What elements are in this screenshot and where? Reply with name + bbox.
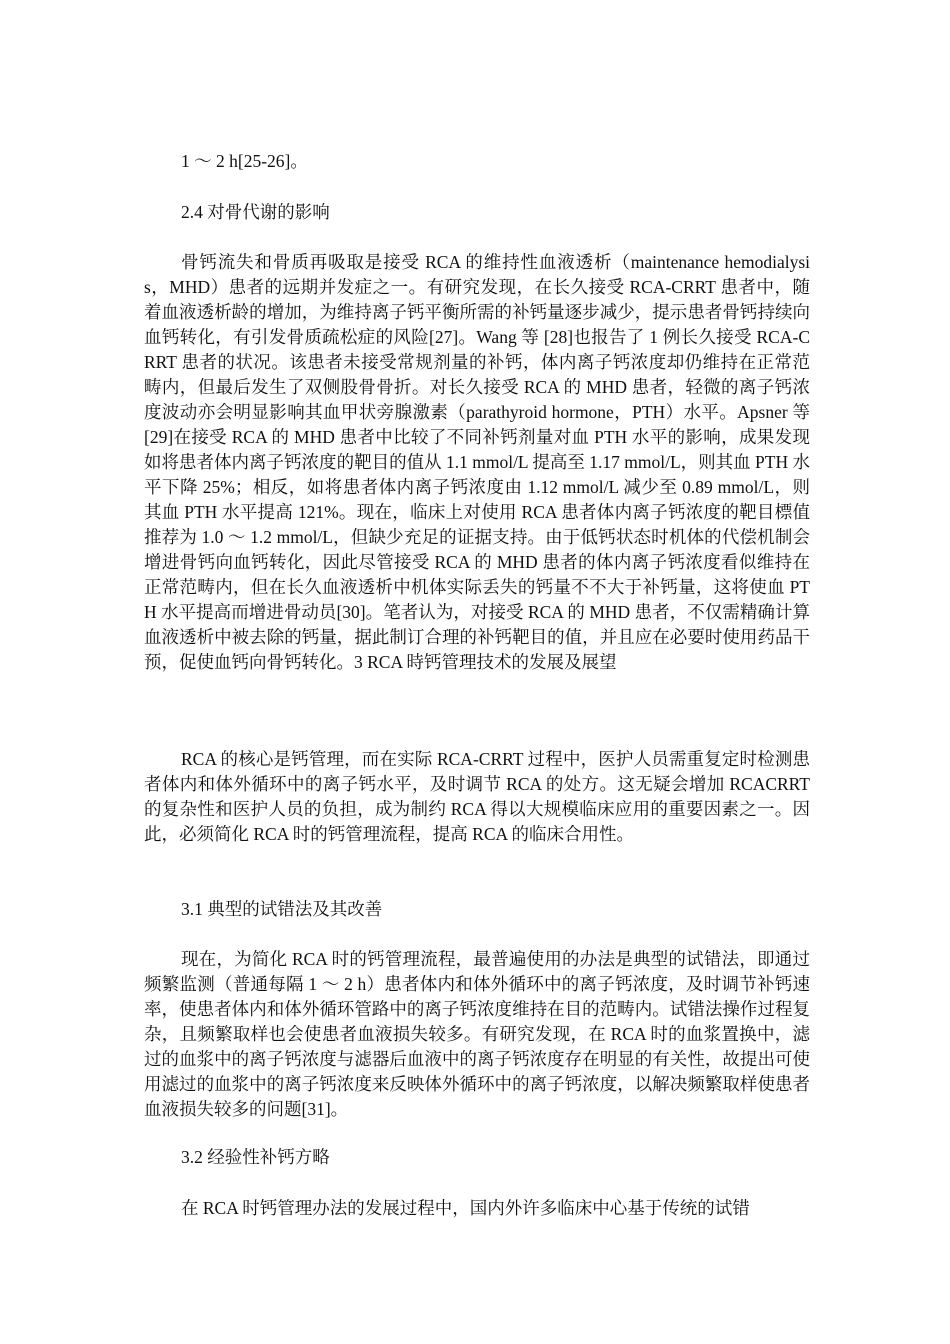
section-heading-2-4: 2.4 对骨代谢的影响 [181, 202, 330, 222]
paragraph-empirical-supplement: 在 RCA 时钙管理办法的发展过程中，国内外许多临床中心基于传统的试错 [181, 1198, 750, 1218]
text-fragment: 1 ～ 2 h[25-26]。 [181, 151, 308, 171]
paragraph-trial-and-error: 现在，为简化 RCA 时的钙管理流程，最普遍使用的办法是典型的试错法，即通过频繁监测（普通每隔 1 ～ 2 h）患者体内和体外循环中的离子钙浓度，及时调节补钙速率，使患者体内和体外循环管路中的离子钙浓度维持在目的范畴内。试错法操作过程复杂，且频繁取样也会使患者血液损失较多。有研究发现，在 RCA 时的血浆置换中，滤过的血浆中的离子钙浓度与滤器后血液中的离子钙浓度存在明显的有关性，故提出可使用滤过的血浆中的离子钙浓度来反映体外循环中的离子钙浓度，以解决频繁取样使患者血液损失较多的问题[31]。 [144, 949, 810, 1119]
paragraph-calcium-management: RCA 的核心是钙管理，而在实际 RCA-CRRT 过程中，医护人员需重复定时检测患者体内和体外循环中的离子钙水平，及时调节 RCA 的处方。这无疑会增加 RCACRRT 的复杂性和医护人员的负担，成为制约 RCA 得以大规模临床应用的重要因素之一。因此，必须简化 RCA 时的钙管理流程，提高 RCA 的临床合用性。 [144, 749, 810, 844]
paragraph-bone-metabolism: 骨钙流失和骨质再吸取是接受 RCA 的维持性血液透析（maintenance hemodialysis，MHD）患者的远期并发症之一。有研究发现，在长久接受 RCA-CRRT 患者中，随着血液透析龄的增加，为维持离子钙平衡所需的补钙量逐步减少，提示患者骨钙持续向血钙转化，有引发骨质疏松症的风险[27]。Wang 等 [28]也报告了 1 例长久接受 RCA-CRRT 患者的状况。该患者未接受常规剂量的补钙，体内离子钙浓度却仍维持在正常范畴内，但最后发生了双侧股骨骨折。对长久接受 RCA 的 MHD 患者，轻微的离子钙浓度波动亦会明显影响其血甲状旁腺激素（parathyroid hormone，PTH）水平。Apsner 等[29]在接受 RCA 的 MHD 患者中比较了不同补钙剂量对血 PTH 水平的影响，成果发现如将患者体内离子钙浓度的靶目的值从 1.1 mmol/L 提高至 1.17 mmol/L，则其血 PTH 水平下降 25%；相反，如将患者体内离子钙浓度由 1.12 mmol/L 减少至 0.89 mmol/L，则其血 PTH 水平提高 121%。现在，临床上对使用 RCA 患者体内离子钙浓度的靶目標值推荐为 1.0 ～ 1.2 mmol/L，但缺少充足的证据支持。由于低钙状态时机体的代偿机制会增进骨钙向血钙转化，因此尽管接受 RCA 的 MHD 患者的体内离子钙浓度看似维持在正常范畴内，但在长久血液透析中机体实际丢失的钙量不不大于补钙量，这将使血 PTH 水平提高而增进骨动员[30]。笔者认为，对接受 RCA 的 MHD 患者，不仅需精确计算血液透析中被去除的钙量，据此制订合理的补钙靶目的值，并且应在必要时使用药品干预，促使血钙向骨钙转化。3 RCA 時钙管理技术的发展及展望 [144, 252, 810, 672]
section-heading-3-2: 3.2 经验性补钙方略 [181, 1147, 330, 1167]
section-heading-3-1: 3.1 典型的试错法及其改善 [181, 899, 383, 919]
